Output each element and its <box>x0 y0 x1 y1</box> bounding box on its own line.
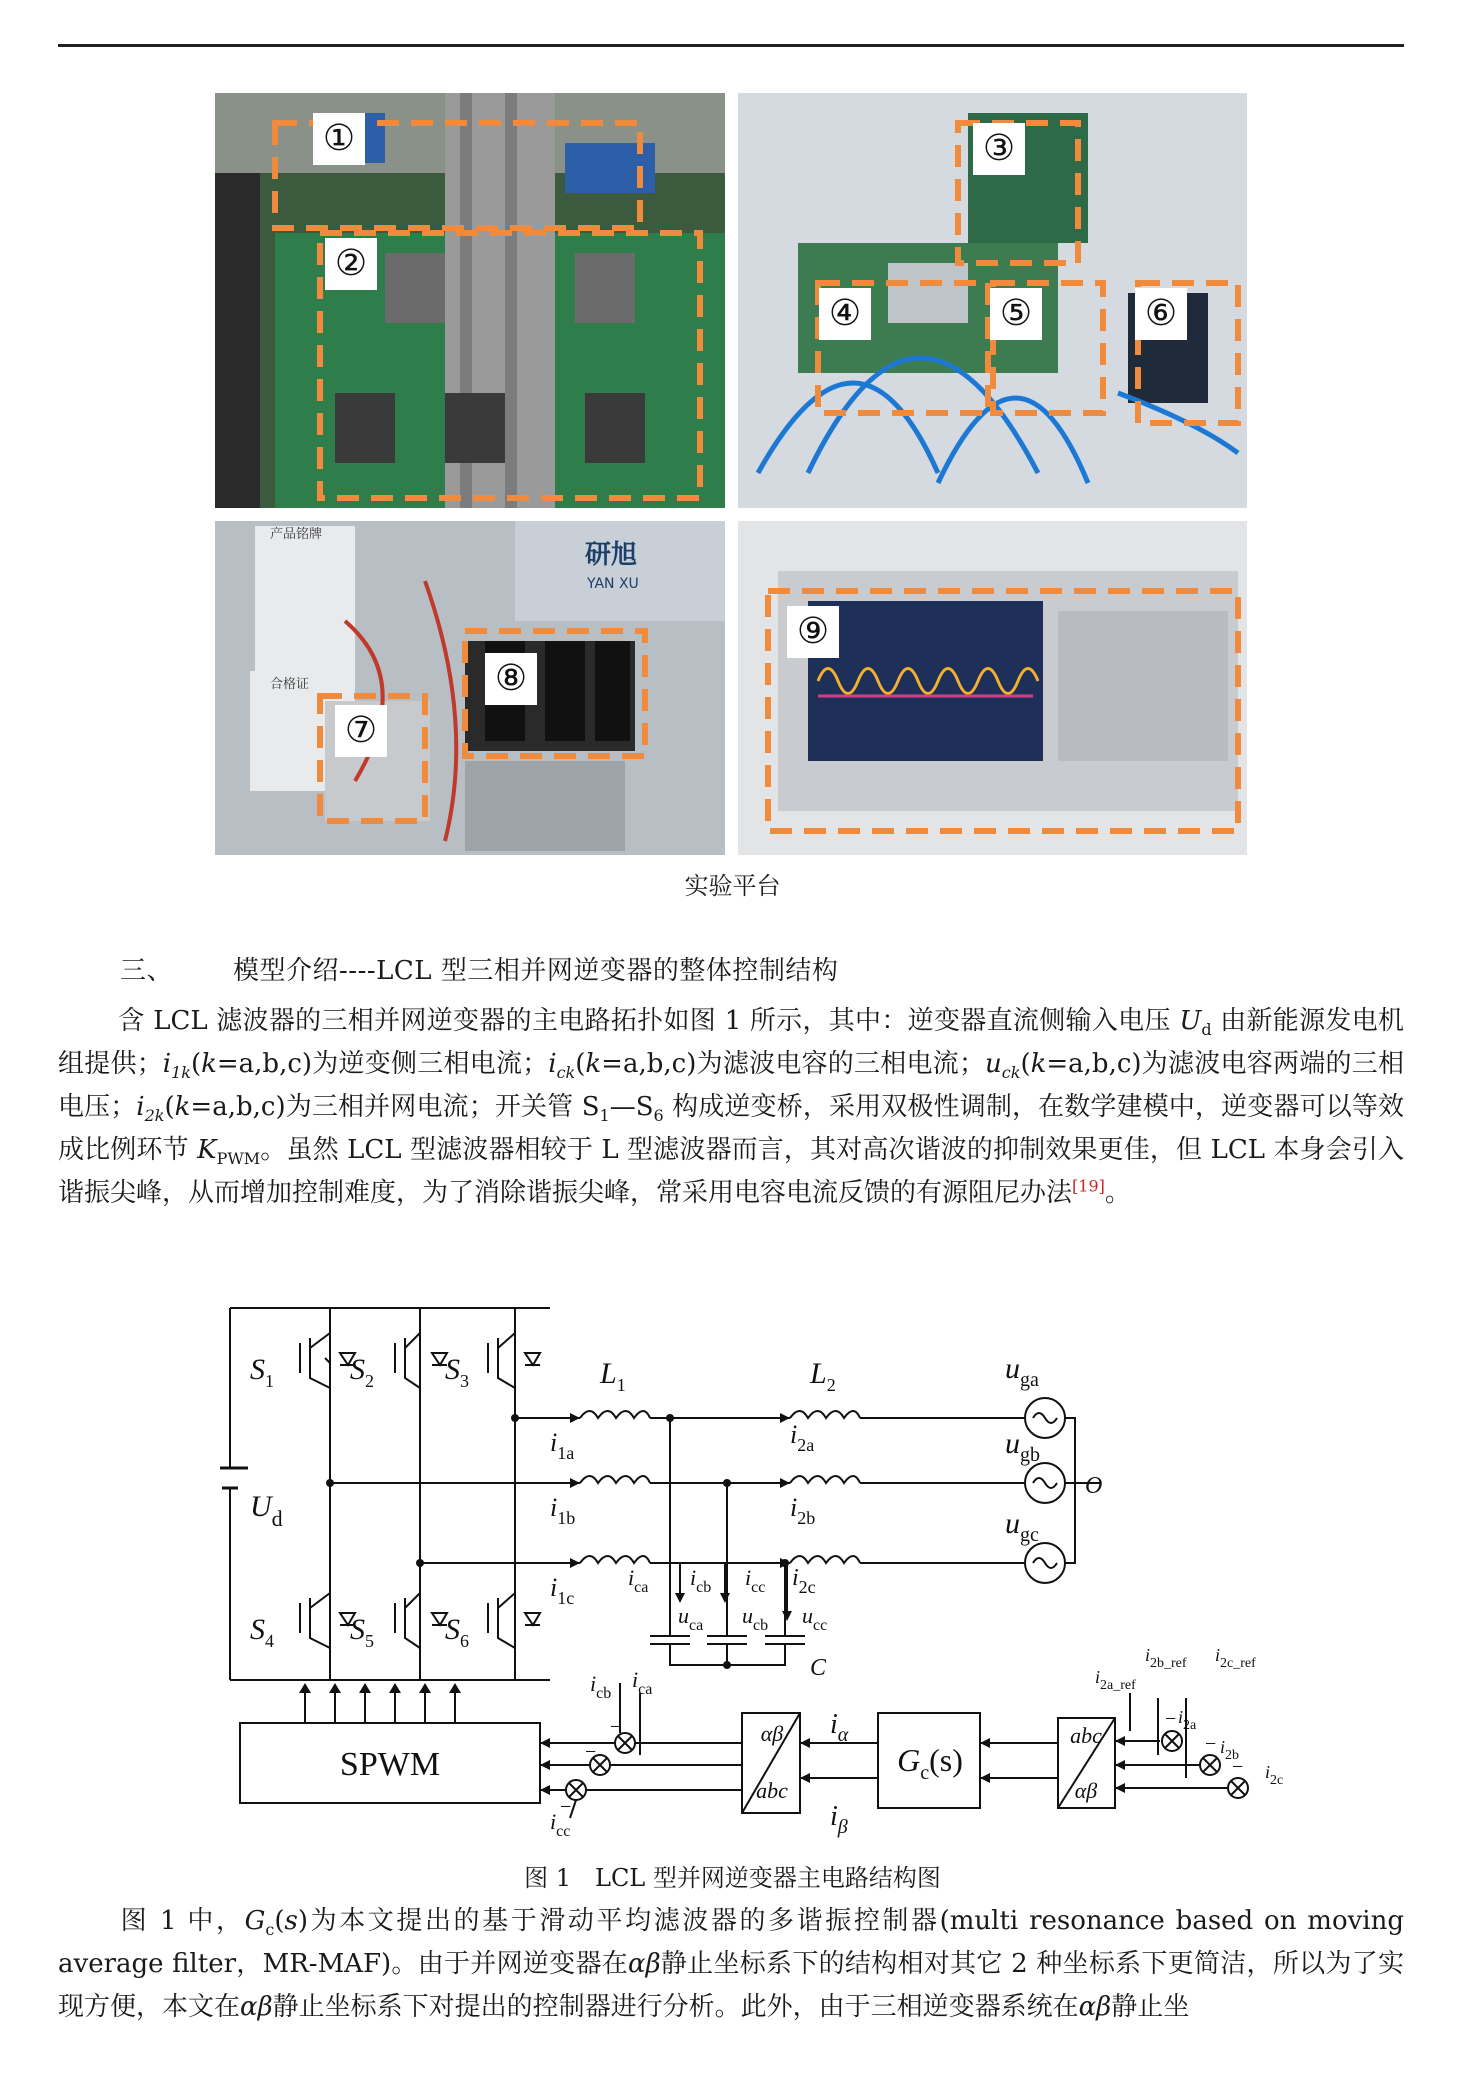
label-icb-fb: $i_{cb}$ <box>590 1671 612 1702</box>
label-i2b-ref: $i_{2b\_ref}$ <box>1145 1645 1187 1671</box>
label-i-alpha: $i_\alpha$ <box>830 1709 849 1746</box>
marker-1: ① <box>322 118 356 159</box>
transform1-top: αβ <box>760 1721 784 1746</box>
label-ica: $i_{ca}$ <box>628 1565 649 1596</box>
brand-logo-cn: 研旭 <box>585 540 638 570</box>
label-i2a-ref: $i_{2a\_ref}$ <box>1095 1667 1136 1693</box>
grid-sources <box>1025 1398 1065 1583</box>
marker-4: ④ <box>828 293 862 334</box>
label-ucb: $u_{cb}$ <box>742 1603 769 1634</box>
label-icc-fb: $i_{cc}$ <box>550 1809 571 1840</box>
experiment-photos <box>215 93 1247 855</box>
sign-minus-a: − <box>610 1716 622 1738</box>
marker-6: ⑥ <box>1144 293 1178 334</box>
citation-ref[interactable]: [19] <box>1072 1176 1105 1196</box>
label-s2: $S_2$ <box>350 1353 374 1391</box>
photo-caption: 实验平台 <box>684 872 781 900</box>
sign-minus-c: − <box>560 1796 572 1818</box>
label-s4: $S_4$ <box>250 1613 274 1651</box>
label-i2c-fb: $i_{2c}$ <box>1265 1762 1284 1788</box>
label-s5: $S_5$ <box>350 1613 374 1651</box>
photo-oscilloscope <box>738 521 1247 855</box>
sign-minus-ref-a: − <box>1165 1708 1177 1730</box>
section-heading <box>120 950 838 987</box>
label-i1a: $i_{1a}$ <box>550 1428 575 1463</box>
section-number: 三、 <box>120 956 174 986</box>
marker-2: ② <box>334 243 368 284</box>
label-i2c: $i_{2c}$ <box>792 1565 816 1597</box>
label-i2a-fb: $i_{2a}$ <box>1178 1707 1197 1733</box>
marker-3: ③ <box>982 128 1016 169</box>
transform1-bottom: abc <box>756 1778 788 1803</box>
figure-caption: 图 1 LCL 型并网逆变器主电路结构图 <box>524 1864 941 1892</box>
figure-1-circuit <box>220 1303 1320 1843</box>
label-s6: $S_6$ <box>445 1613 469 1651</box>
label-i2a: $i_{2a}$ <box>790 1420 815 1455</box>
marker-5: ⑤ <box>999 293 1033 334</box>
label-ica-fb: $i_{ca}$ <box>632 1667 653 1698</box>
label-i1b: $i_{1b}$ <box>550 1493 576 1528</box>
label-icb: $i_{cb}$ <box>690 1565 712 1596</box>
label-ugc: $u_{gc}$ <box>1005 1507 1039 1546</box>
label-l1: $L_1$ <box>600 1357 626 1395</box>
label-ucc: $u_{cc}$ <box>802 1603 828 1634</box>
label-uca: $u_{ca}$ <box>678 1603 704 1634</box>
paragraph-1: 含 LCL 滤波器的三相并网逆变器的主电路拓扑如图 1 所示，其中：逆变器直流侧输入电压 $U_d$ 由新能源发电机组提供；$i_{1k}(k=a,b,c)$为逆变侧三相电流；$i_{ck}(k=a,b,c)$为滤波电容的三相电流；$u_{ck}(k=a,b,c)$为滤波电容两端的三相电压；$i_{2k}(k=a,b,c)$为三相并网电流；开关管 $S_1—S_6$ 构成逆变桥，采用双极性调制，在数学建模中，逆变器可以等效成比例环节 $K_{PWM}$。虽然 LCL 型滤波器相较于 L 型滤波器而言，其对高次谐波的抑制效果更佳，但 LCL 本身会引入谐振尖峰，从而增加控制难度，为了消除谐振尖峰，常采用电容电流反馈的有源阻尼办法[19]。 <box>58 1006 1405 1208</box>
photo-inverter-board <box>215 93 725 508</box>
label-l2: $L_2$ <box>810 1357 836 1395</box>
inductors <box>580 1411 860 1563</box>
label-s1: $S_1$ <box>250 1353 274 1391</box>
label-uga: $u_{ga}$ <box>1005 1352 1039 1391</box>
label-icc: $i_{cc}$ <box>745 1565 766 1596</box>
label-s3: $S_3$ <box>445 1353 469 1391</box>
spwm-block: SPWM <box>339 1746 441 1783</box>
label-neutral: O <box>1085 1473 1103 1499</box>
label-i2b: $i_{2b}$ <box>790 1493 816 1528</box>
controller-block: $G_c(s)$ <box>897 1742 963 1784</box>
label-capacitor: C <box>810 1655 827 1681</box>
section-title-text: 模型介绍----LCL 型三相并网逆变器的整体控制结构 <box>233 956 839 986</box>
transform2-bottom: αβ <box>1074 1778 1098 1803</box>
marker-7: ⑦ <box>344 710 378 751</box>
label-i2b-fb: $i_{2b}$ <box>1220 1737 1240 1763</box>
cert-label: 合格证 <box>270 677 310 692</box>
label-dc-source: $U_d$ <box>250 1490 283 1531</box>
product-plate-label: 产品铭牌 <box>270 527 323 542</box>
label-i-beta: $i_\beta$ <box>830 1801 848 1838</box>
marker-9: ⑨ <box>796 611 830 652</box>
marker-8: ⑧ <box>494 658 528 699</box>
arrow-heads <box>299 1413 1125 1795</box>
label-i1c: $i_{1c}$ <box>550 1573 575 1608</box>
label-i2c-ref: $i_{2c\_ref}$ <box>1215 1645 1256 1671</box>
brand-logo-en: YAN XU <box>587 576 639 592</box>
sign-minus-ref-c: − <box>1232 1756 1244 1778</box>
sign-minus-ref-b: − <box>1205 1733 1217 1755</box>
transform2-top: abc <box>1070 1723 1102 1748</box>
label-ugb: $u_{gb}$ <box>1005 1427 1040 1466</box>
header-rule <box>58 44 1404 47</box>
paragraph-2: 图 1 中，$G_c(s)$为本文提出的基于滑动平均滤波器的多谐振控制器(multi resonance based on moving average filter，MR-MAF)。由于并网逆变器在αβ静止坐标系下的结构相对其它 2 种坐标系下更简洁，所以为了实现方便，本文在αβ静止坐标系下对提出的控制器进行分析。此外，由于三相逆变器系统在αβ静止坐 <box>58 1906 1404 2022</box>
sign-minus-b: − <box>585 1741 597 1763</box>
